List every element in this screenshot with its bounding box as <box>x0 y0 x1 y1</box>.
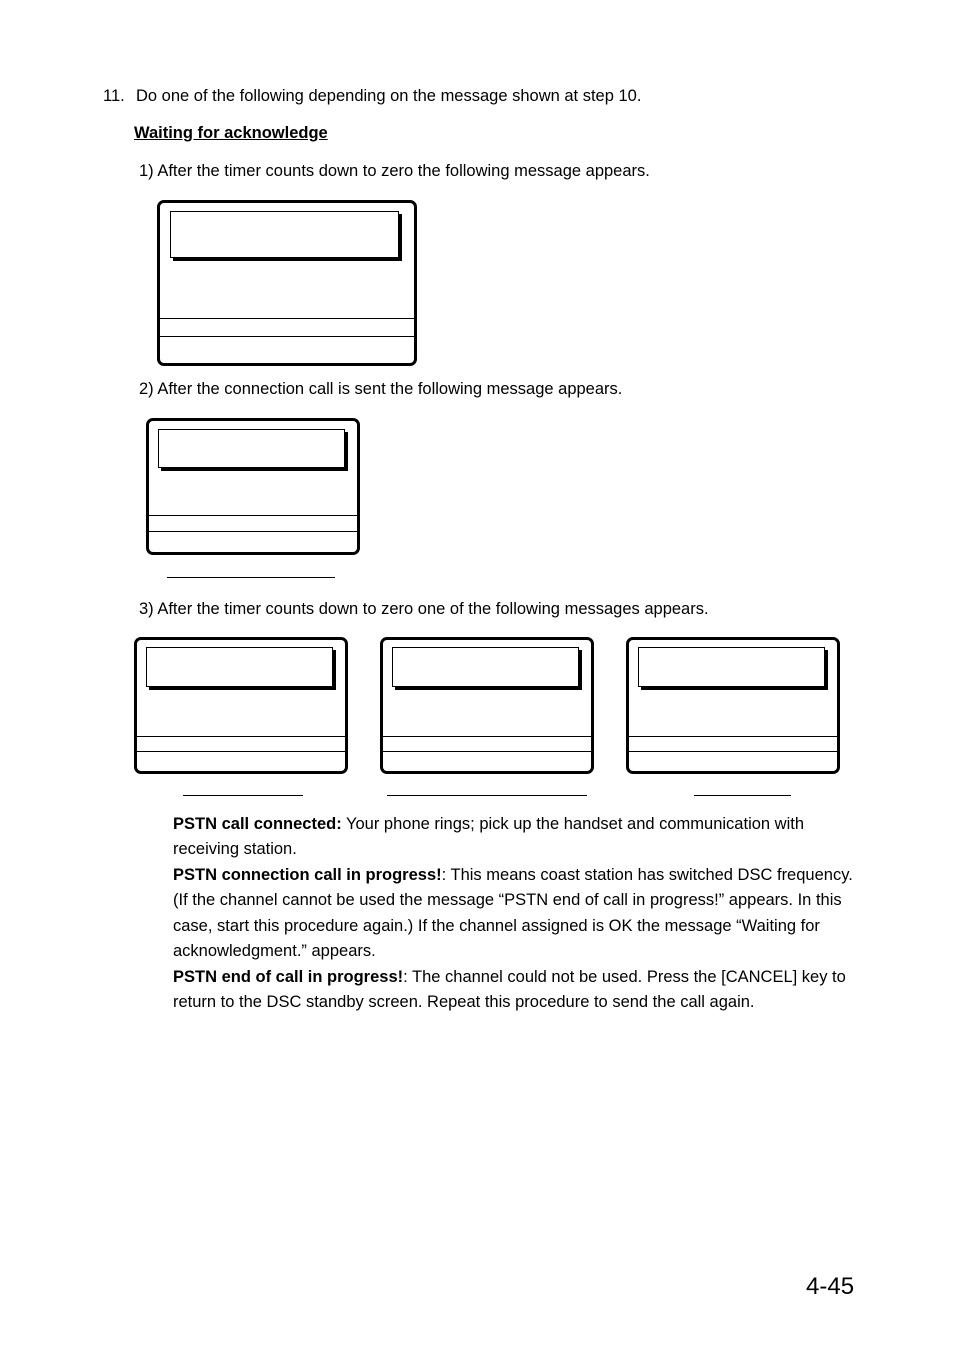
description-connection-in-progress <box>173 863 863 965</box>
substep-2-text: 2) After the connection call is sent the following message appears. <box>139 380 623 398</box>
display-screen-2 <box>146 418 360 555</box>
screen-2-caption-underline <box>167 577 335 578</box>
screen-3c-caption-underline <box>694 795 791 796</box>
display-screen-3b-message-box <box>392 647 579 687</box>
substep-1-text: 1) After the timer counts down to zero the following message appears. <box>139 162 650 180</box>
substep-3-text: 3) After the timer counts down to zero one of the following messages appears. <box>139 600 709 618</box>
display-screen-1-divider-lower <box>160 336 414 337</box>
screen-3a-caption-underline <box>183 795 303 796</box>
section-heading: Waiting for acknowledge <box>134 124 328 142</box>
screen-3b-caption-underline <box>387 795 587 796</box>
description-end-of-call <box>173 965 863 1016</box>
display-screen-1 <box>157 200 417 366</box>
description-connection-in-progress-term: PSTN connection call in progress! <box>173 866 442 884</box>
display-screen-2-message-box <box>158 429 345 468</box>
description-call-connected-text: Your phone rings; pick up the handset and communication with receiving station. <box>173 815 805 859</box>
display-screen-3c-message-box <box>638 647 825 687</box>
description-call-connected <box>173 812 863 863</box>
display-screen-3a <box>134 637 348 774</box>
display-screen-1-message-box <box>170 211 399 258</box>
display-screen-3c-divider-upper <box>629 736 837 737</box>
display-screen-3a-message-box <box>146 647 333 687</box>
display-screen-3a-divider-lower <box>137 751 345 752</box>
description-call-connected-term: PSTN call connected: <box>173 815 342 833</box>
step-number: 11. <box>103 87 125 105</box>
display-screen-3a-divider-upper <box>137 736 345 737</box>
description-connection-in-progress-text: : This means coast station has switched DSC frequency. (If the channel cannot be used the message “PSTN end of call in progress!” appears. In this case, start this procedure again.) If the channel assigned is OK the message “Waiting for acknowledgment.” appears. <box>173 866 853 961</box>
description-end-of-call-text: : The channel could not be used. Press the [CANCEL] key to return to the DSC standby screen. Repeat this procedure to send the call again. <box>173 968 846 1012</box>
display-screen-3c <box>626 637 840 774</box>
display-screen-2-divider-lower <box>149 531 357 532</box>
step-text: Do one of the following depending on the message shown at step 10. <box>136 87 642 105</box>
page-number: 4-45 <box>806 1273 855 1300</box>
display-screen-3b-divider-lower <box>383 751 591 752</box>
display-screen-1-divider-upper <box>160 318 414 319</box>
display-screen-3b <box>380 637 594 774</box>
display-screen-3c-divider-lower <box>629 751 837 752</box>
display-screen-3b-divider-upper <box>383 736 591 737</box>
display-screen-2-divider-upper <box>149 515 357 516</box>
description-end-of-call-term: PSTN end of call in progress! <box>173 968 404 986</box>
